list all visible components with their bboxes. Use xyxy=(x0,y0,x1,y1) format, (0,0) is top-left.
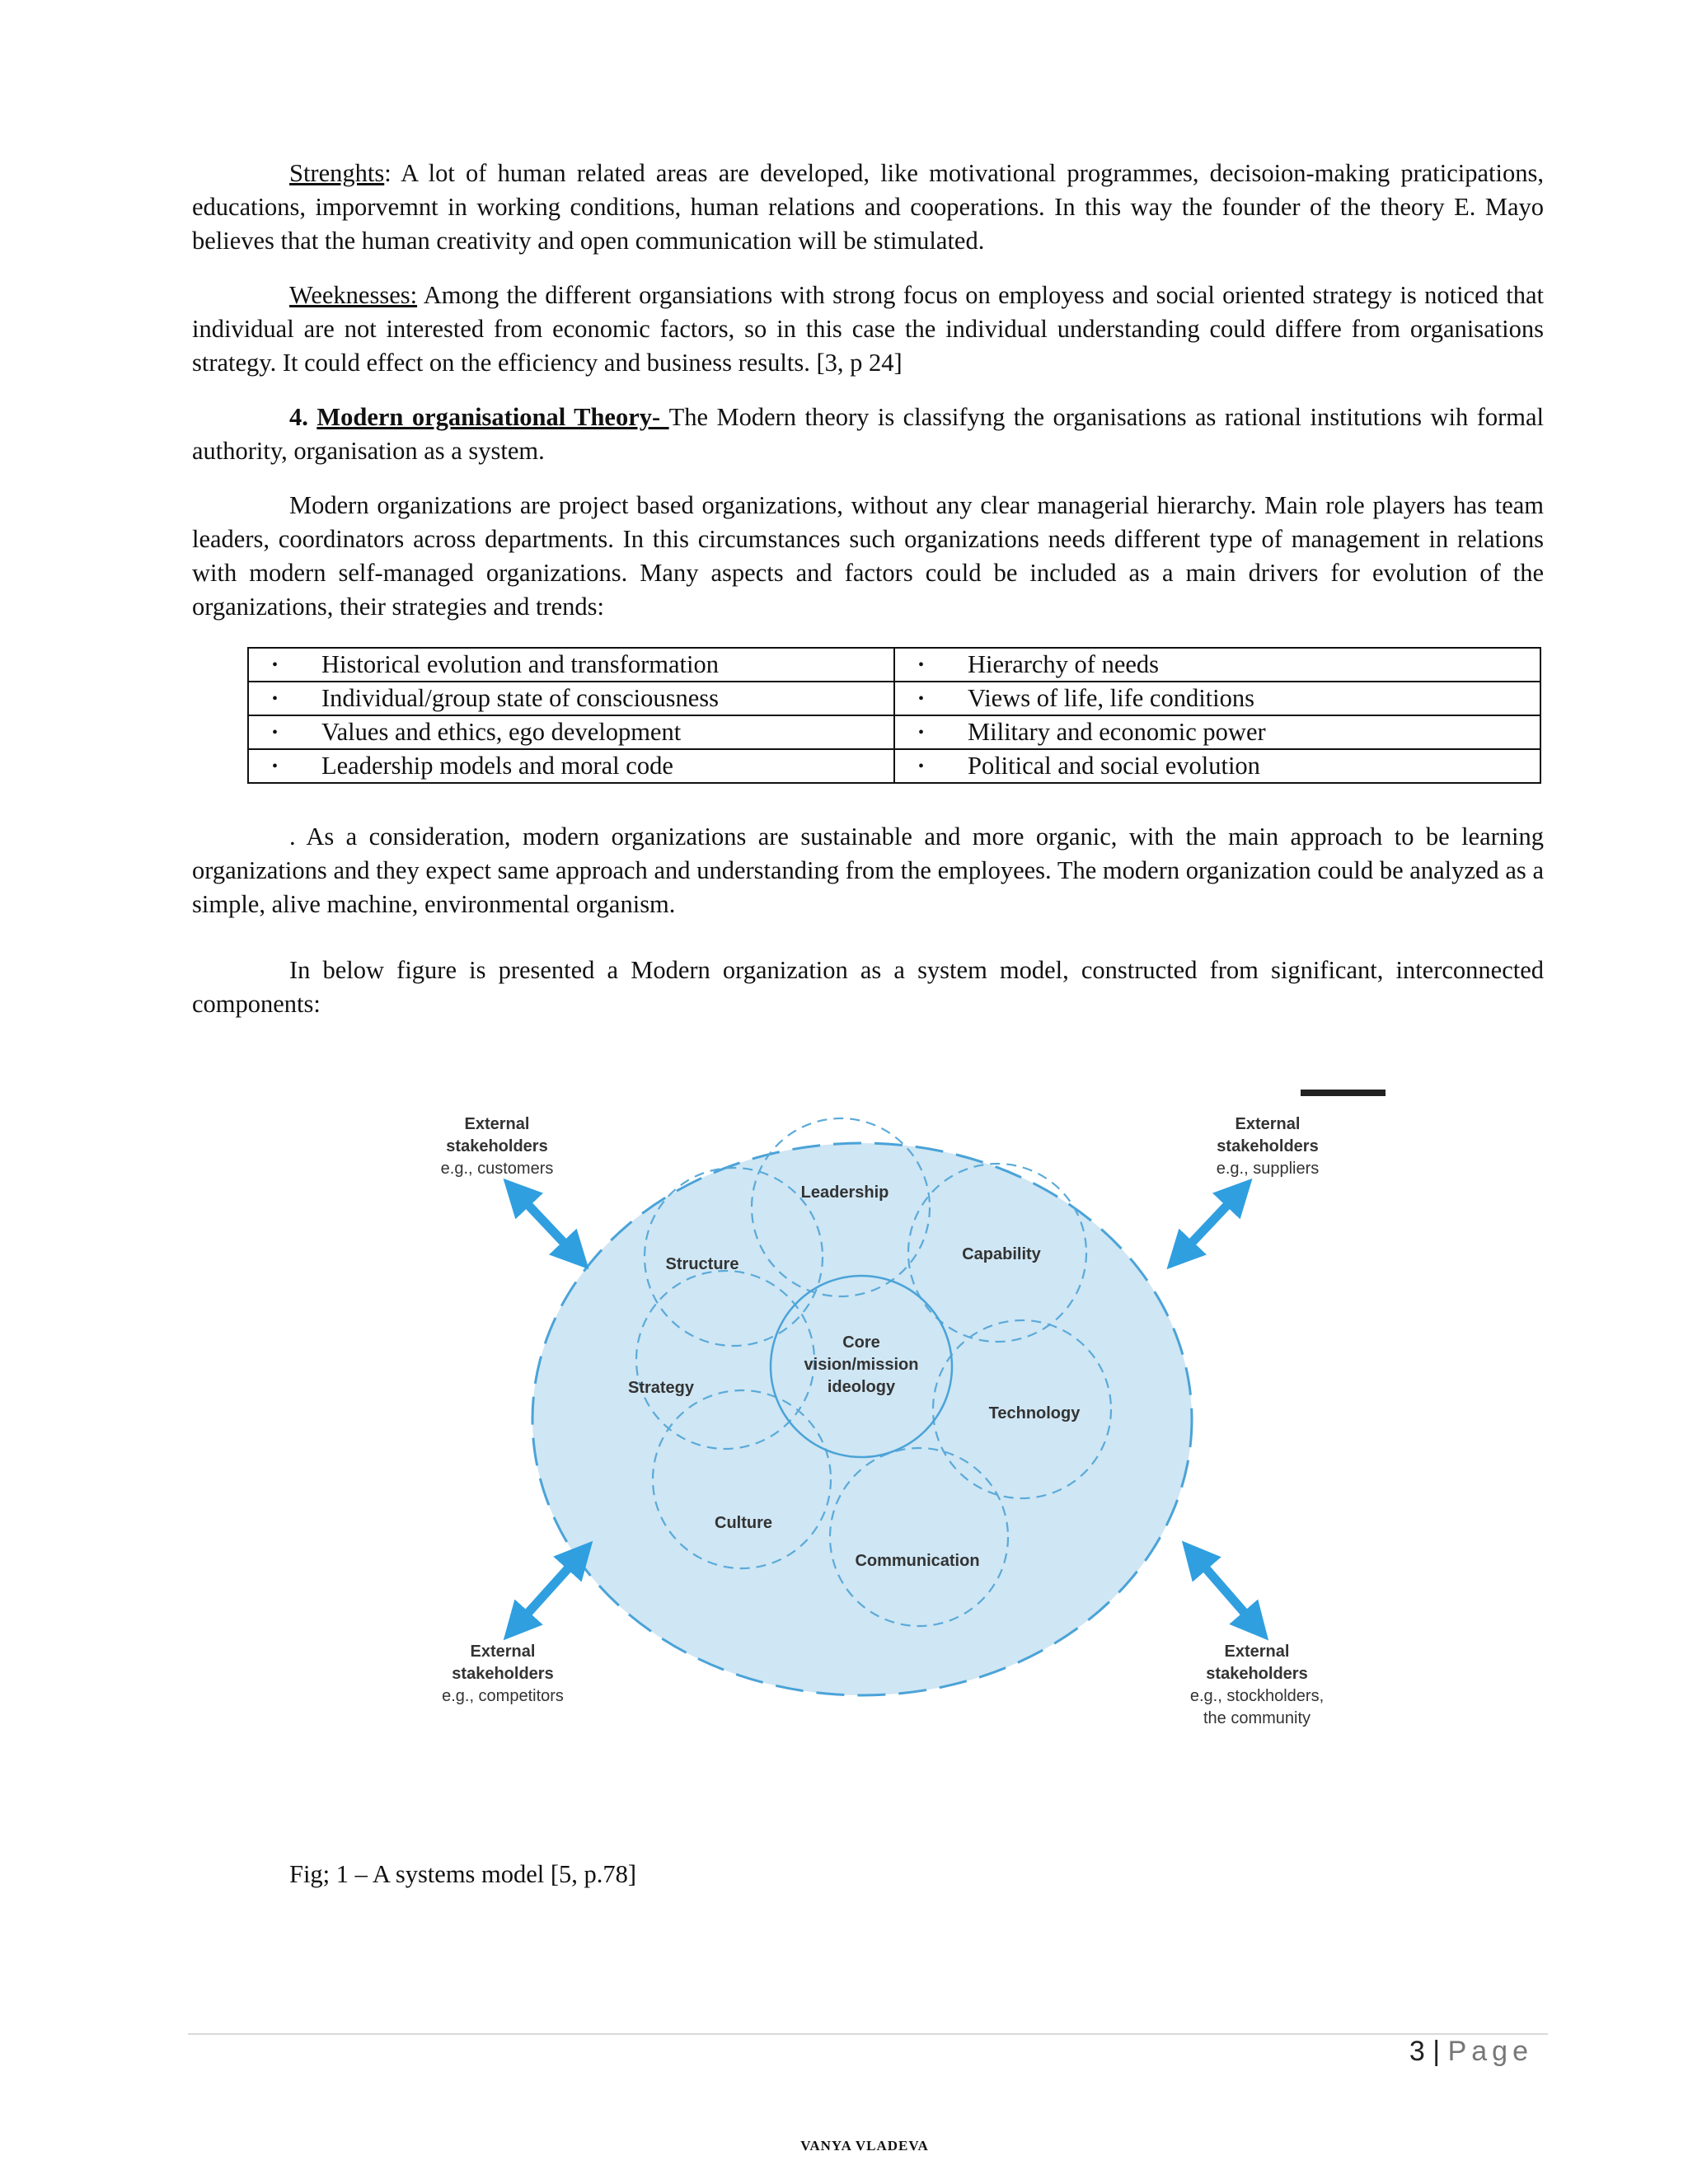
page-number-value: 3 xyxy=(1409,2036,1425,2067)
bullet-icon: • xyxy=(918,724,925,742)
page-number-separator: | xyxy=(1432,2036,1441,2067)
drivers-table-row xyxy=(248,715,1540,749)
core-line-3: ideology xyxy=(827,1378,896,1396)
modern-theory-paragraph xyxy=(192,401,1544,468)
stakeholder-bottom-left-line-1: External xyxy=(470,1643,536,1661)
core-line-2: vision/mission xyxy=(804,1356,919,1374)
stakeholder-bottom-right-line-2: stakeholders xyxy=(1206,1665,1308,1683)
organization-boundary xyxy=(532,1143,1192,1695)
strengths-paragraph xyxy=(192,157,1544,258)
label-technology: Technology xyxy=(988,1404,1081,1422)
consideration-paragraph: . As a consideration, modern organizations are sustainable and more organic, with the main approach to be learning organizations and they expect same approach and understanding from the employees. The modern organization could be analyzed as a simple, alive machine, environmental organism. xyxy=(192,823,1544,918)
page-number xyxy=(1409,2036,1533,2068)
drivers-table xyxy=(247,647,1541,784)
drivers-table-row xyxy=(248,648,1540,682)
footer-divider xyxy=(188,2033,1548,2035)
drivers-item-text: Military and economic power xyxy=(968,718,1266,746)
modern-orgs-paragraph: Modern organizations are project based organizations, without any clear managerial hierarchy. Main role players has team leaders, coordinators across departments. In this circumstances such organizations needs different type of management in relations with modern self-managed organizations. Many aspects and factors could be included as a main drivers for evolution of the organizations, their strategies and trends: xyxy=(192,491,1544,621)
stakeholder-bottom-right-line-4: the community xyxy=(1203,1709,1311,1727)
drivers-table-cell xyxy=(894,715,1540,749)
drivers-table-cell xyxy=(248,682,894,715)
drivers-table-row xyxy=(248,682,1540,715)
page-word: Page xyxy=(1447,2036,1533,2067)
stakeholder-bottom-right-line-1: External xyxy=(1224,1643,1290,1661)
drivers-table-cell xyxy=(248,749,894,783)
drivers-table-row xyxy=(248,749,1540,783)
bullet-icon: • xyxy=(272,690,279,708)
stakeholder-top-left xyxy=(441,1115,554,1178)
strengths-label: Strenghts xyxy=(289,159,385,187)
bullet-icon: • xyxy=(272,724,279,742)
section-heading: Modern organisational Theory- xyxy=(316,403,669,431)
modern-theory-text: The Modern theory is classifyng the organisations as rational institutions wih formal authority, organisation as a system. xyxy=(192,403,1545,465)
figure-caption: Fig; 1 – A systems model [5, p.78] xyxy=(289,1860,637,1888)
stakeholder-bottom-left xyxy=(442,1643,564,1705)
drivers-item-text: Hierarchy of needs xyxy=(968,650,1160,678)
drivers-item-text: Views of life, life conditions xyxy=(968,684,1254,712)
bullet-icon: • xyxy=(918,656,925,674)
label-culture: Culture xyxy=(715,1514,772,1532)
figure-intro-paragraph: In below figure is presented a Modern organization as a system model, constructed from significant, interconnected components: xyxy=(192,956,1544,1018)
core-line-1: Core xyxy=(842,1333,880,1352)
stakeholder-top-left-line-2: stakeholders xyxy=(446,1137,548,1155)
arrow-bottom-left xyxy=(511,1549,585,1632)
arrow-top-right xyxy=(1175,1187,1245,1261)
label-structure: Structure xyxy=(665,1255,739,1273)
stakeholder-bottom-right-line-3: e.g., stockholders, xyxy=(1189,1687,1325,1705)
drivers-table-cell xyxy=(248,648,894,682)
bullet-icon: • xyxy=(272,656,279,674)
bullet-icon: • xyxy=(918,690,925,708)
drivers-item-text: Individual/group state of consciousness xyxy=(321,684,719,712)
label-capability: Capability xyxy=(962,1245,1041,1263)
arrow-bottom-right xyxy=(1189,1549,1261,1632)
section-number: 4. xyxy=(289,403,317,431)
stakeholder-bottom-left-line-2: stakeholders xyxy=(452,1665,554,1683)
label-strategy: Strategy xyxy=(627,1379,695,1397)
bullet-icon: • xyxy=(272,757,279,776)
stakeholder-top-left-line-1: External xyxy=(464,1115,530,1133)
stakeholder-top-right-line-3: e.g., suppliers xyxy=(1216,1160,1320,1178)
weaknesses-label: Weeknesses: xyxy=(289,281,418,309)
drivers-table-cell xyxy=(894,749,1540,783)
drivers-table-cell xyxy=(894,648,1540,682)
stakeholder-bottom-right xyxy=(1190,1643,1324,1727)
drivers-item-text: Historical evolution and transformation xyxy=(321,650,719,678)
stakeholder-bottom-left-line-3: e.g., competitors xyxy=(442,1687,564,1705)
strengths-text: : A lot of human related areas are developed, like motivational programmes, decisoion-making praticipations, educations, imporvemnt in working conditions, human relations and cooperations. In this way the founder of the theory E. Mayo believes that the human creativity and open communication will be stimulated. xyxy=(192,159,1544,255)
stakeholder-top-right xyxy=(1217,1115,1320,1178)
weaknesses-paragraph xyxy=(192,279,1544,380)
label-communication: Communication xyxy=(855,1552,980,1570)
drivers-table-cell xyxy=(248,715,894,749)
drivers-table-cell xyxy=(894,682,1540,715)
drivers-item-text: Values and ethics, ego development xyxy=(321,718,682,746)
systems-model-diagram xyxy=(412,1071,1401,1739)
author-footer: VANYA VLADEVA xyxy=(800,2138,929,2154)
arrow-top-left xyxy=(511,1187,581,1261)
corner-bar xyxy=(1301,1090,1386,1096)
drivers-item-text: Political and social evolution xyxy=(968,752,1260,780)
bullet-icon: • xyxy=(918,757,925,776)
stakeholder-top-left-line-3: e.g., customers xyxy=(440,1160,554,1178)
stakeholder-top-right-line-1: External xyxy=(1235,1115,1301,1133)
drivers-item-text: Leadership models and moral code xyxy=(321,752,673,780)
stakeholder-top-right-line-2: stakeholders xyxy=(1217,1137,1319,1155)
weaknesses-text: Among the different organsiations with strong focus on employess and social oriented strategy is noticed that individual are not interested from economic factors, so in this case the individual understanding could differe from organisations strategy. It could effect on the efficiency and business results. [3, p 24] xyxy=(192,281,1544,377)
label-leadership: Leadership xyxy=(800,1183,889,1202)
